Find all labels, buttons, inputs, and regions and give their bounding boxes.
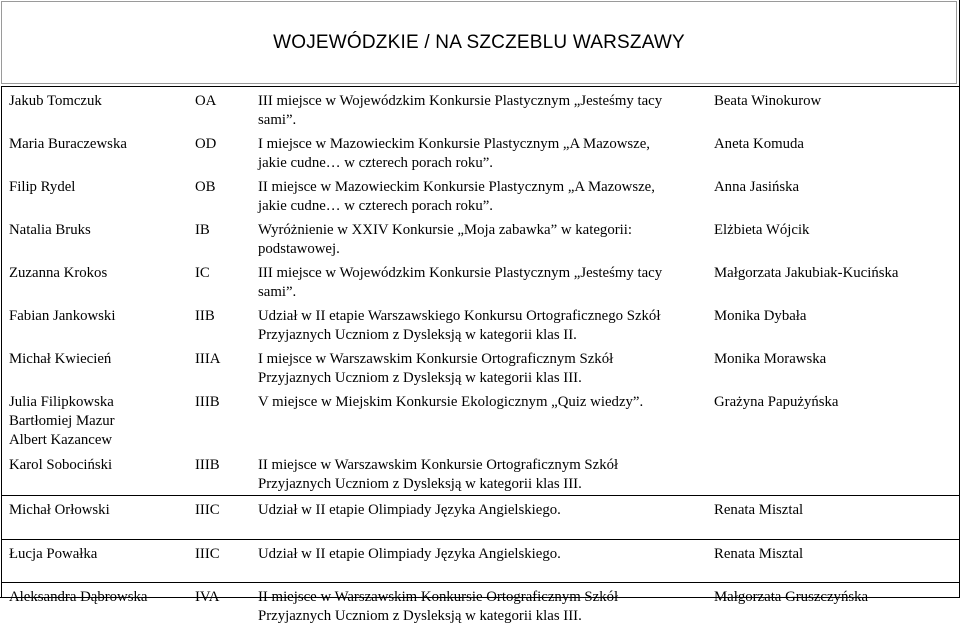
teacher-name-line: Aneta Komuda (714, 136, 804, 152)
achievement-description-line: Przyjaznych Uczniom z Dysleksją w kategorii klas II. (258, 327, 577, 343)
achievement-description-line: podstawowej. (258, 241, 340, 257)
achievement-description-line: sami”. (258, 112, 297, 128)
achievement-description (258, 221, 632, 259)
class-code (195, 545, 220, 564)
achievement-description-line: Udział w II etapie Olimpiady Języka Angielskiego. (258, 502, 561, 518)
achievement-description-line: Przyjaznych Uczniom z Dysleksją w kategorii klas III. (258, 608, 582, 624)
table-row (2, 495, 960, 518)
achievement-description-line: II miejsce w Warszawskim Konkursie Ortograficznym Szkół (258, 589, 619, 605)
student-name-line: Michał Orłowski (9, 502, 110, 518)
student-name-line: Jakub Tomczuk (9, 93, 102, 109)
student-name-line: Fabian Jankowski (9, 308, 116, 324)
class-code-line: IIB (195, 308, 215, 324)
achievement-description-line: II miejsce w Mazowieckim Konkursie Plastycznym „A Mazowsze, (258, 179, 655, 195)
achievement-description-line: Przyjaznych Uczniom z Dysleksją w kategorii klas III. (258, 476, 582, 492)
class-code-line: OB (195, 179, 216, 195)
class-code-line: IC (195, 265, 210, 281)
class-code-line: OA (195, 93, 217, 109)
achievement-description (258, 135, 650, 173)
teacher-name-line: Anna Jasińska (714, 179, 800, 195)
teacher-name-line: Renata Misztal (714, 546, 804, 562)
class-code-line: IIIB (195, 394, 220, 410)
student-name (9, 350, 111, 369)
student-name (9, 221, 91, 240)
achievement-description-line: I miejsce w Warszawskim Konkursie Ortograficznym Szkół (258, 351, 614, 367)
achievement-description (258, 178, 655, 216)
student-name-line: Maria Buraczewska (9, 136, 127, 152)
student-name (9, 307, 115, 326)
achievement-description (258, 456, 618, 494)
achievement-description (258, 92, 662, 130)
class-code (195, 92, 216, 111)
achievement-description-line: Przyjaznych Uczniom z Dysleksją w kategorii klas III. (258, 370, 582, 386)
class-code (195, 221, 210, 240)
achievement-description-line: sami”. (258, 284, 297, 300)
class-code-line: IIIC (195, 546, 220, 562)
student-name (9, 393, 115, 450)
achievement-description-line: Udział w II etapie Warszawskiego Konkursu Ortograficznego Szkół (258, 308, 661, 324)
student-name-line: Albert Kazancew (9, 432, 113, 448)
student-name-line: Łucja Powałka (9, 546, 98, 562)
class-code-line: IIIB (195, 457, 220, 473)
teacher-name-line: Elżbieta Wójcik (714, 222, 810, 238)
student-name-line: Michał Kwiecień (9, 351, 112, 367)
student-name (9, 178, 75, 197)
student-name-line: Aleksandra Dąbrowska (9, 589, 148, 605)
teacher-name (714, 221, 809, 240)
achievement-description (258, 545, 561, 564)
teacher-name-line: Monika Morawska (714, 351, 827, 367)
achievement-description-line: III miejsce w Wojewódzkim Konkursie Plastycznym „Jesteśmy tacy (258, 93, 663, 109)
table-row (2, 582, 960, 624)
class-code (195, 393, 220, 412)
achievement-description (258, 588, 618, 626)
class-code (195, 307, 215, 326)
student-name-line: Karol Sobociński (9, 457, 113, 473)
achievement-description-line: I miejsce w Mazowieckim Konkursie Plastycznym „A Mazowsze, (258, 136, 651, 152)
student-name (9, 135, 127, 154)
teacher-name-line: Monika Dybała (714, 308, 807, 324)
table-row (2, 539, 960, 562)
student-name (9, 456, 112, 475)
class-code (195, 178, 216, 197)
teacher-name (714, 92, 821, 111)
class-code (195, 264, 210, 283)
class-code (195, 456, 220, 475)
class-code (195, 350, 220, 369)
teacher-name (714, 178, 799, 197)
student-name-line: Natalia Bruks (9, 222, 91, 238)
student-name (9, 545, 97, 564)
achievement-description-line: Wyróżnienie w XXIV Konkursie „Moja zabawka” w kategorii: (258, 222, 632, 238)
achievement-description-line: II miejsce w Warszawskim Konkursie Ortograficznym Szkół (258, 457, 619, 473)
class-code-line: IVA (195, 589, 220, 605)
awards-table (1, 86, 960, 624)
achievement-description (258, 307, 660, 345)
class-code-line: IIIA (195, 351, 221, 367)
teacher-name (714, 501, 803, 520)
teacher-name (714, 350, 826, 369)
teacher-name-line: Beata Winokurow (714, 93, 822, 109)
page-title: WOJEWÓDZKIE / NA SZCZEBLU WARSZAWY (273, 31, 685, 53)
class-code-line: IB (195, 222, 210, 238)
achievement-description-line: Udział w II etapie Olimpiady Języka Angielskiego. (258, 546, 561, 562)
achievement-description (258, 501, 561, 520)
teacher-name (714, 393, 839, 412)
student-name-line: Zuzanna Krokos (9, 265, 108, 281)
student-name-line: Julia Filipkowska (9, 394, 114, 410)
class-code (195, 135, 216, 154)
achievement-description (258, 393, 643, 412)
student-name-line: Filip Rydel (9, 179, 76, 195)
student-name (9, 501, 110, 520)
teacher-name (714, 135, 804, 154)
teacher-name-line: Małgorzata Gruszczyńska (714, 589, 869, 605)
header-box (1, 1, 957, 84)
class-code (195, 501, 220, 520)
achievement-description-line: jakie cudne… w czterech porach roku”. (258, 198, 493, 214)
class-code-line: OD (195, 136, 217, 152)
teacher-name-line: Renata Misztal (714, 502, 804, 518)
achievement-description-line: jakie cudne… w czterech porach roku”. (258, 155, 493, 171)
teacher-name-line: Małgorzata Jakubiak-Kucińska (714, 265, 899, 281)
student-name (9, 92, 102, 111)
class-code-line: IIIC (195, 502, 220, 518)
student-name (9, 264, 107, 283)
teacher-name-line: Grażyna Papużyńska (714, 394, 839, 410)
teacher-name (714, 545, 803, 564)
achievement-description-line: III miejsce w Wojewódzkim Konkursie Plastycznym „Jesteśmy tacy (258, 265, 663, 281)
teacher-name (714, 307, 806, 326)
achievement-description-line: V miejsce w Miejskim Konkursie Ekologicznym „Quiz wiedzy”. (258, 394, 644, 410)
achievement-description (258, 350, 613, 388)
achievement-description (258, 264, 662, 302)
teacher-name (714, 264, 898, 283)
student-name-line: Bartłomiej Mazur (9, 413, 115, 429)
